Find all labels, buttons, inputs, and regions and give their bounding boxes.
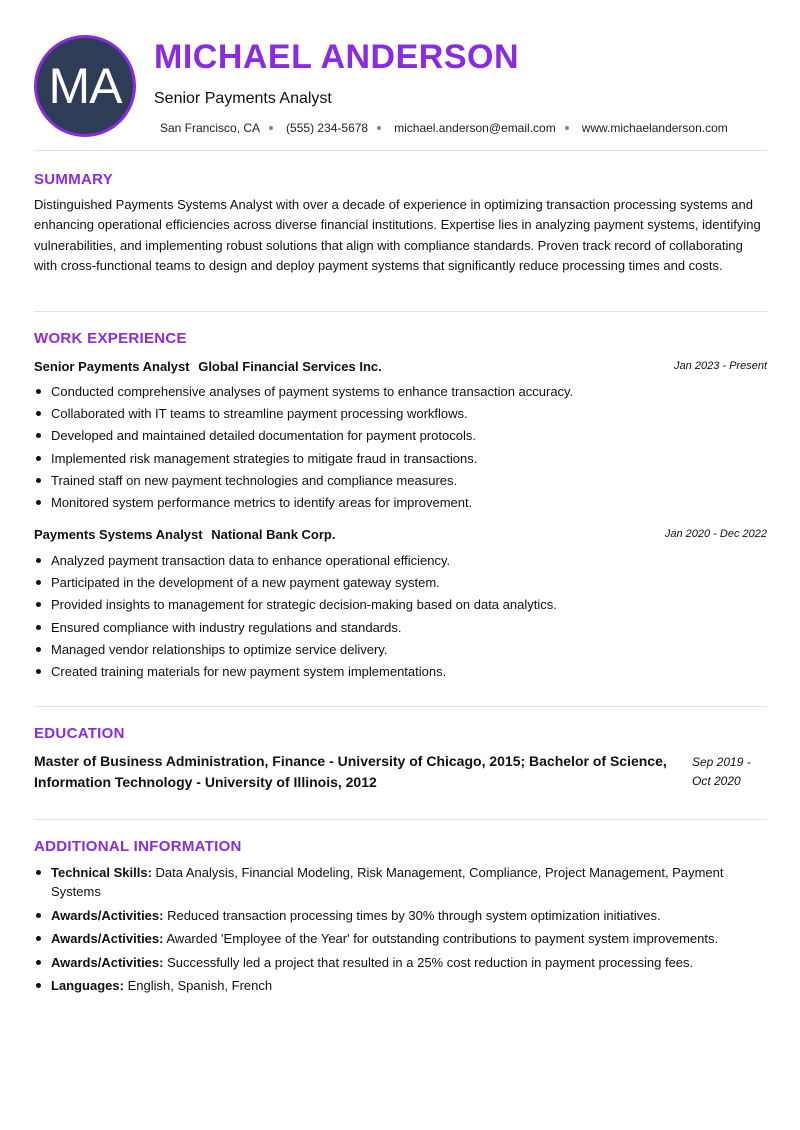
list-item: Managed vendor relationships to optimize service delivery. bbox=[34, 641, 557, 663]
list-item: Provided insights to management for strategic decision-making based on data analytics. bbox=[34, 596, 557, 618]
summary-heading: SUMMARY bbox=[34, 171, 114, 188]
item-label: Languages: bbox=[51, 978, 124, 993]
contact-location: San Francisco, CA bbox=[160, 121, 261, 135]
list-item bbox=[34, 976, 767, 995]
job-dates: Jan 2020 - Dec 2022 bbox=[664, 528, 767, 540]
additional-heading: ADDITIONAL INFORMATION bbox=[34, 838, 242, 855]
divider bbox=[34, 311, 767, 312]
education-dates-start: Sep 2019 - bbox=[692, 755, 751, 769]
job-company: National Bank Corp. bbox=[211, 527, 336, 542]
job-header bbox=[34, 359, 767, 374]
avatar-initials: MA bbox=[48, 58, 122, 114]
job-company: Global Financial Services Inc. bbox=[198, 359, 382, 374]
item-text: Data Analysis, Financial Modeling, Risk Management, Compliance, Project Management, Payment Systems bbox=[51, 865, 724, 899]
contact-phone: (555) 234-5678 bbox=[286, 121, 369, 135]
list-item: Monitored system performance metrics to identify areas for improvement. bbox=[34, 494, 573, 516]
list-item: Trained staff on new payment technologies and compliance measures. bbox=[34, 472, 573, 494]
list-item: Participated in the development of a new payment gateway system. bbox=[34, 574, 557, 596]
item-text: Reduced transaction processing times by 30% through system optimization initiatives. bbox=[163, 907, 661, 923]
job-title: Senior Payments Analyst bbox=[154, 90, 332, 107]
education-heading: EDUCATION bbox=[34, 725, 125, 742]
summary-text: Distinguished Payments Systems Analyst with over a decade of experience in optimizing transaction processing systems and enhancing operational efficiencies across diverse financial institutions. Expertise lies in analyzing payment systems, identifying vulnerabilities, and implementing robust solutions that align with compliance standards. Proven track record of collaborating with cross-functional teams to design and deploy payment systems that significantly reduce processing times and costs. bbox=[34, 197, 761, 274]
job-role: Payments Systems Analyst bbox=[34, 527, 203, 542]
separator-dot bbox=[565, 126, 569, 130]
divider bbox=[34, 150, 767, 151]
item-text: English, Spanish, French bbox=[123, 978, 273, 993]
item-label: Awards/Activities: bbox=[51, 954, 164, 970]
contact-email[interactable]: michael.anderson@email.com bbox=[394, 121, 556, 135]
item-label: Technical Skills: bbox=[51, 865, 152, 880]
education-entry: Master of Business Administration, Finance - University of Chicago, 2015; Bachelor of Science, Information Technology - University of Illinois, 2012 bbox=[34, 753, 667, 790]
list-item bbox=[34, 906, 767, 925]
item-label: Awards/Activities: bbox=[51, 931, 164, 946]
list-item: Analyzed payment transaction data to enhance operational efficiency. bbox=[34, 552, 557, 574]
additional-list bbox=[34, 863, 767, 1000]
list-item: Implemented risk management strategies to mitigate fraud in transactions. bbox=[34, 450, 573, 472]
candidate-name: MICHAEL ANDERSON bbox=[154, 38, 520, 76]
list-item: Created training materials for new payment system implementations. bbox=[34, 663, 557, 685]
item-text: Successfully led a project that resulted in a 25% cost reduction in payment processing fees. bbox=[163, 954, 694, 970]
divider bbox=[34, 819, 767, 820]
job-role: Senior Payments Analyst bbox=[34, 359, 190, 374]
list-item bbox=[34, 953, 767, 972]
list-item bbox=[34, 863, 767, 901]
item-text: Awarded 'Employee of the Year' for outstanding contributions to payment system improvements. bbox=[163, 931, 719, 946]
job-dates: Jan 2023 - Present bbox=[674, 360, 767, 372]
item-label: Awards/Activities: bbox=[51, 907, 164, 923]
job-bullets bbox=[34, 383, 573, 516]
separator-dot bbox=[377, 126, 381, 130]
experience-heading: WORK EXPERIENCE bbox=[34, 330, 187, 347]
contact-website[interactable]: www.michaelanderson.com bbox=[581, 121, 728, 135]
education-dates-end: Oct 2020 bbox=[692, 774, 741, 788]
list-item: Conducted comprehensive analyses of payment systems to enhance transaction accuracy. bbox=[34, 383, 573, 405]
divider bbox=[34, 706, 767, 707]
list-item: Ensured compliance with industry regulations and standards. bbox=[34, 619, 557, 641]
avatar bbox=[34, 35, 136, 137]
contact-bar bbox=[160, 121, 728, 135]
job-header bbox=[34, 527, 767, 542]
list-item: Developed and maintained detailed documentation for payment protocols. bbox=[34, 427, 573, 449]
education-dates bbox=[692, 753, 751, 791]
job-bullets bbox=[34, 552, 557, 685]
separator-dot bbox=[269, 126, 273, 130]
list-item: Collaborated with IT teams to streamline payment processing workflows. bbox=[34, 405, 573, 427]
list-item bbox=[34, 929, 767, 948]
